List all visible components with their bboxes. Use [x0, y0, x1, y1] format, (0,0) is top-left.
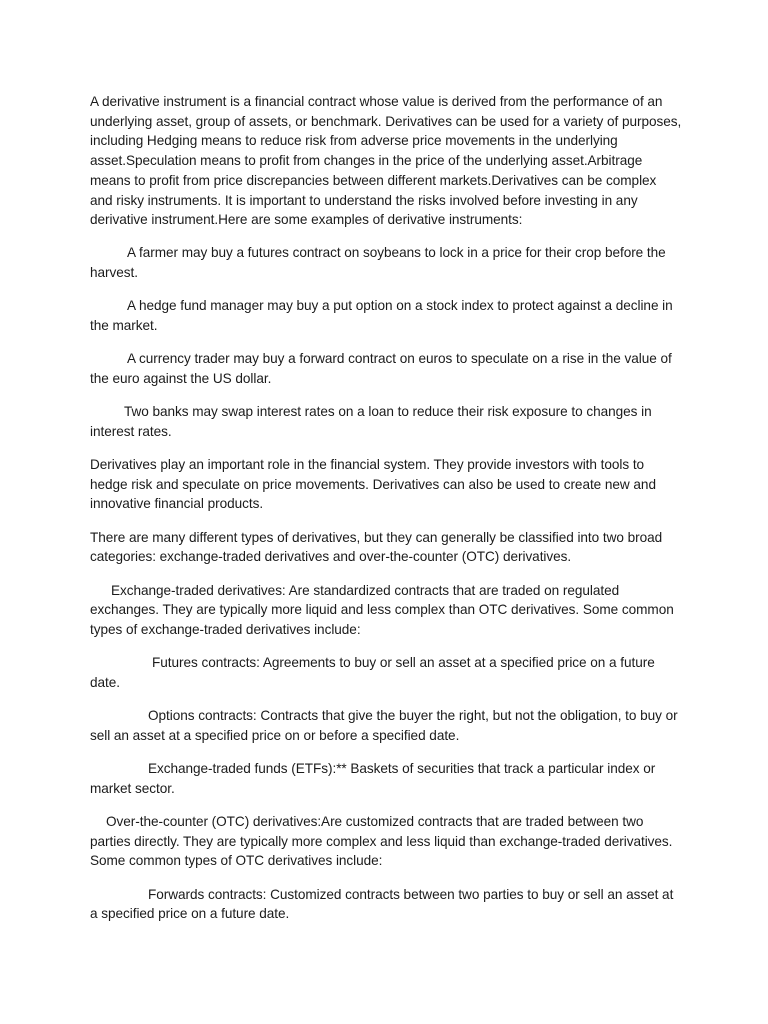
document-body — [90, 92, 682, 937]
otc-derivatives-paragraph: Over-the-counter (OTC) derivatives:Are customized contracts that are traded between two parties directly. They are typically more complex and less liquid than exchange-traded derivatives. Some common types of OTC derivatives include: — [90, 813, 673, 869]
example-hedge-fund-paragraph: A hedge fund manager may buy a put option on a stock index to protect against a decline in the market. — [90, 298, 673, 334]
example-farmer-paragraph: A farmer may buy a futures contract on soybeans to lock in a price for their crop before the harvest. — [90, 245, 666, 281]
forwards-contracts-paragraph: Forwards contracts: Customized contracts between two parties to buy or sell an asset at a specified price on a future date. — [90, 886, 674, 922]
options-contracts-paragraph: Options contracts: Contracts that give the buyer the right, but not the obligation, to buy or sell an asset at a specified price on or before a specified date. — [90, 708, 678, 743]
example-currency-trader-paragraph: A currency trader may buy a forward contract on euros to speculate on a rise in the value of the euro against the US dollar. — [90, 351, 672, 386]
futures-contracts-paragraph: Futures contracts: Agreements to buy or sell an asset at a specified price on a future date. — [90, 655, 655, 690]
etfs-paragraph: Exchange-traded funds (ETFs):** Baskets of securities that track a particular index or market sector. — [90, 760, 656, 796]
exchange-traded-paragraph: Exchange-traded derivatives: Are standardized contracts that are traded on regulated exchanges. They are typically more liquid and less complex than OTC derivatives. Some common types of exchange-traded derivatives include: — [90, 582, 674, 637]
example-banks-swap-paragraph: Two banks may swap interest rates on a loan to reduce their risk exposure to changes in interest rates. — [90, 404, 652, 439]
types-overview-paragraph: There are many different types of derivatives, but they can generally be classified into two broad categories: exchange-traded derivatives and over-the-counter (OTC) derivatives. — [90, 529, 663, 565]
intro-paragraph: A derivative instrument is a financial contract whose value is derived from the performance of an underlying asset, group of assets, or benchmark. Derivatives can be used for a variety of purposes, including Hedging means to reduce risk from adverse price movements in the underlying asset.Speculation means to profit from changes in the price of the underlying asset.Arbitrage means to profit from price discrepancies between different markets.Derivatives can be complex and risky instruments. It is important to understand the risks involved before investing in any derivative instrument.Here are some examples of derivative instruments: — [90, 94, 682, 228]
role-of-derivatives-paragraph: Derivatives play an important role in the financial system. They provide investors with tools to hedge risk and speculate on price movements. Derivatives can also be used to create new and innovative financial products. — [90, 457, 656, 512]
